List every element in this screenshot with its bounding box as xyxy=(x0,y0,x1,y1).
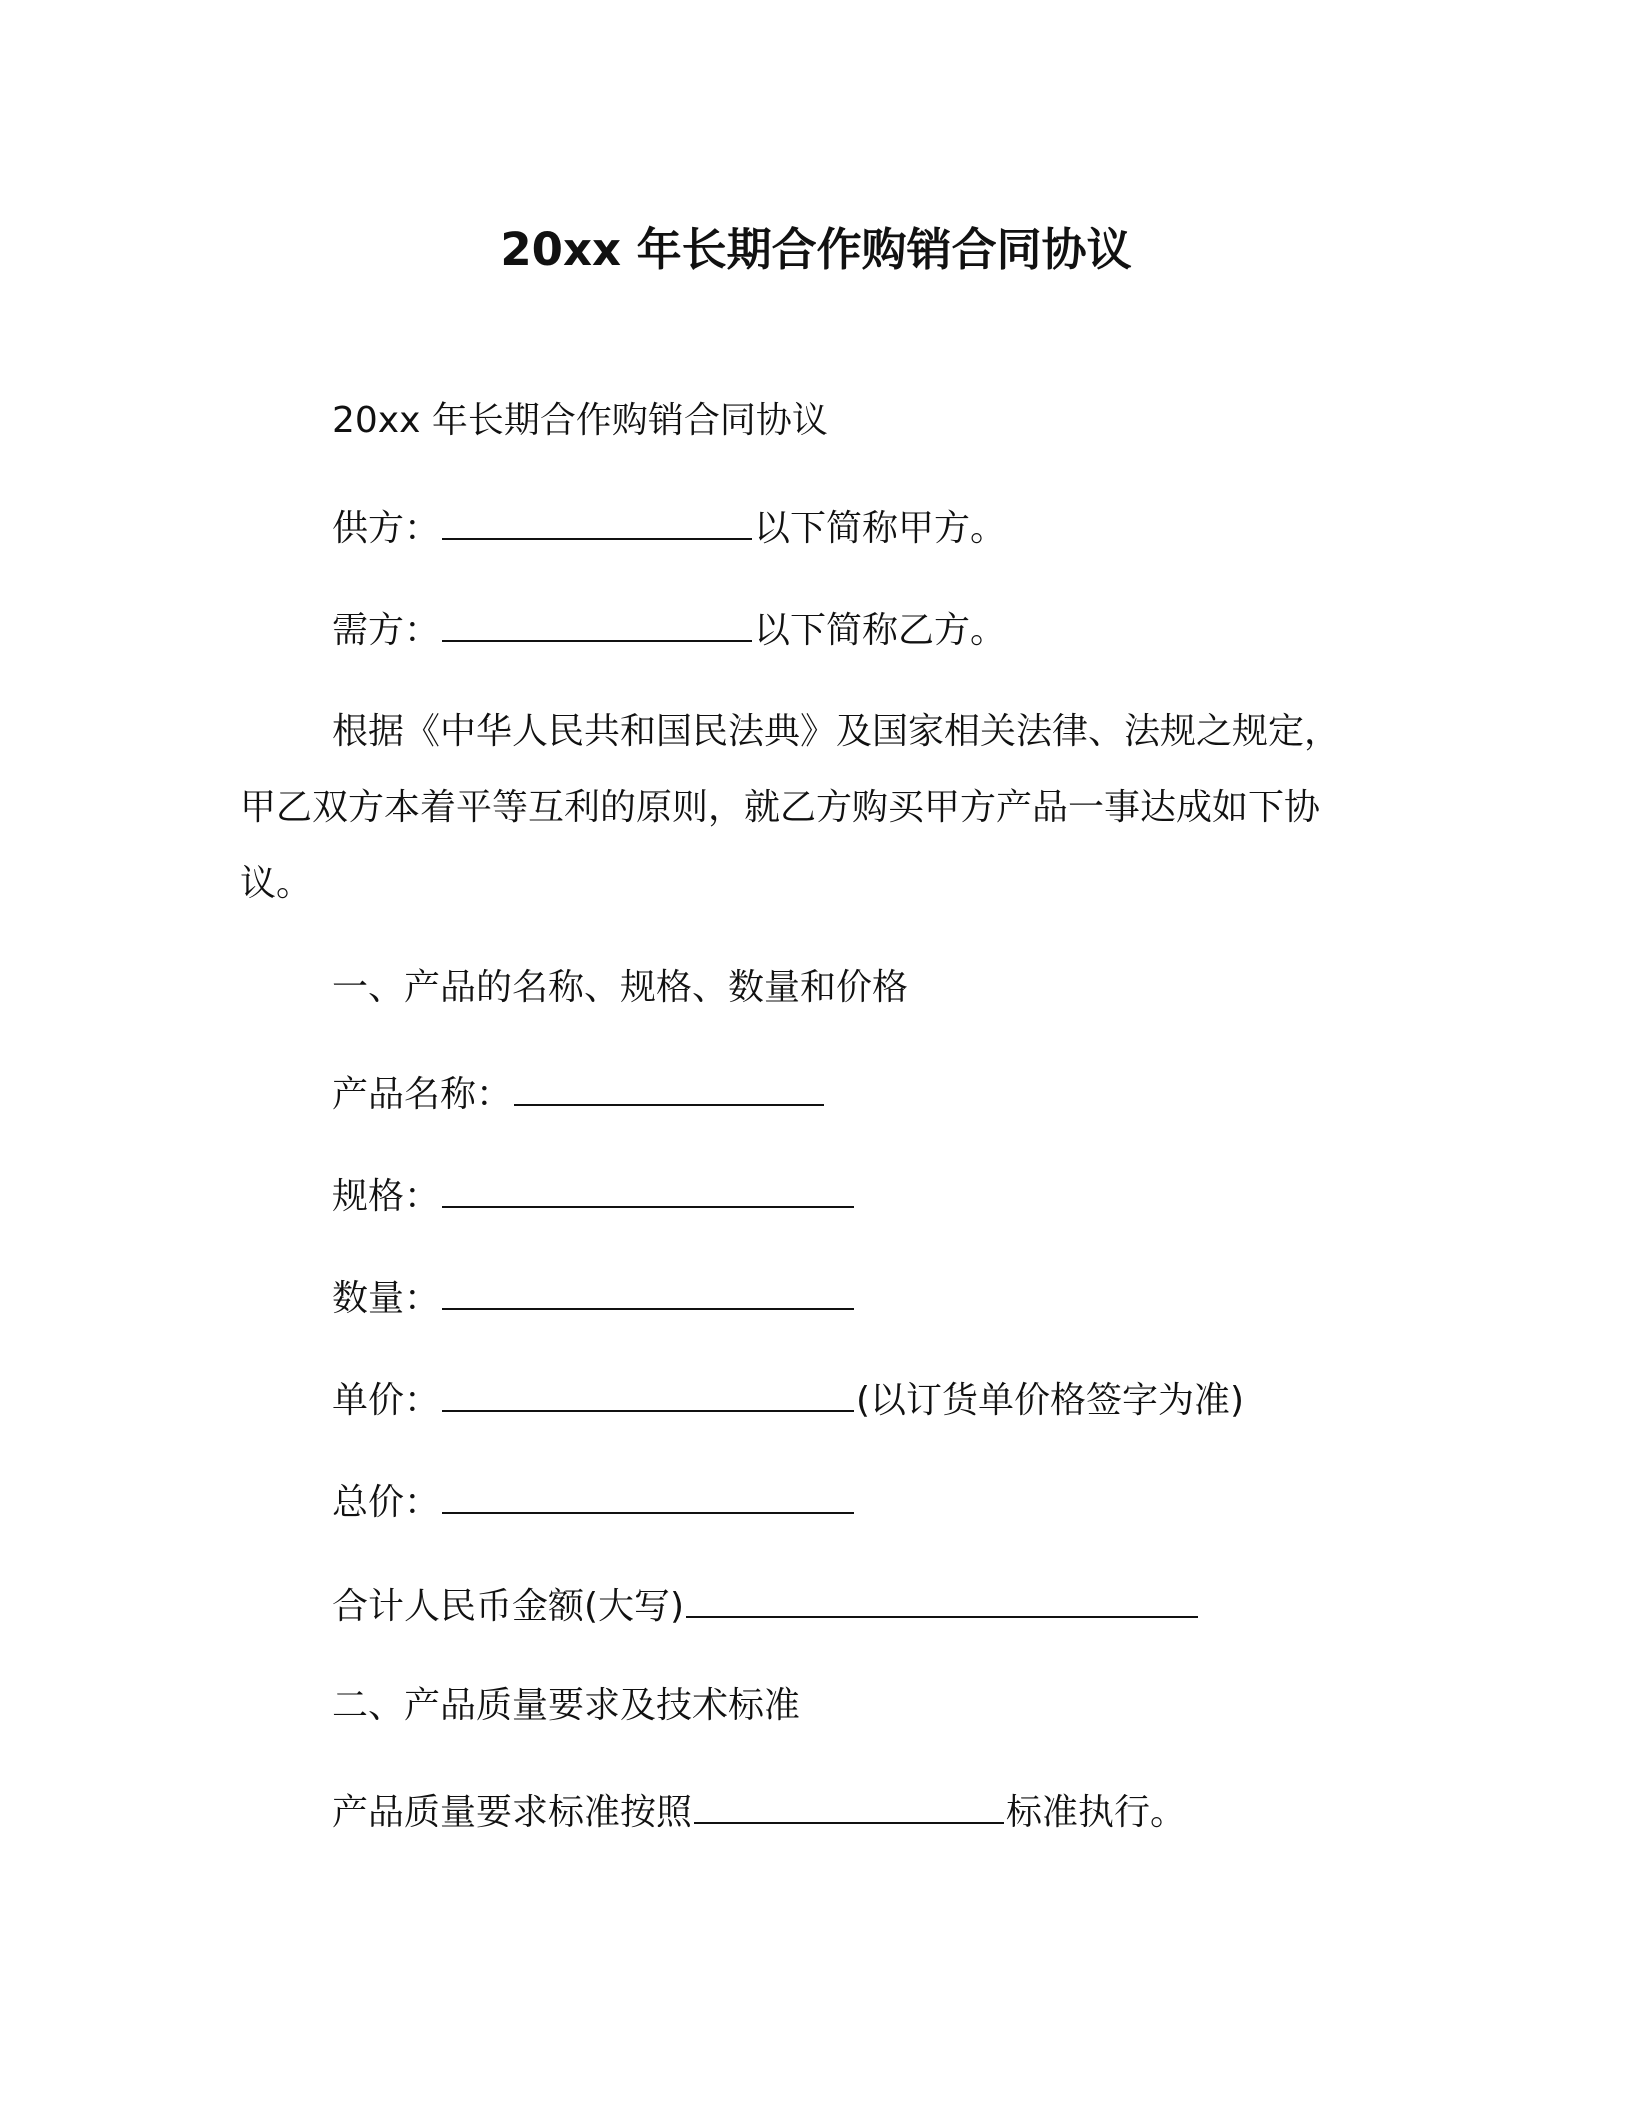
unit-price-label: 单价： xyxy=(332,1380,441,1421)
total-rmb-label: 合计人民币金额(大写) xyxy=(332,1586,685,1627)
supplier-blank[interactable] xyxy=(442,500,752,540)
section2-heading: 二、产品质量要求及技术标准 xyxy=(332,1685,801,1726)
standard-suffix: 标准执行。 xyxy=(1006,1792,1187,1833)
product-name-blank[interactable] xyxy=(514,1066,824,1106)
product-name-label: 产品名称： xyxy=(332,1074,513,1115)
quantity-label: 数量： xyxy=(332,1278,441,1319)
buyer-line xyxy=(332,602,1006,657)
buyer-label: 需方： xyxy=(332,610,441,651)
product-name-line xyxy=(332,1066,826,1121)
total-rmb-blank[interactable] xyxy=(686,1578,1198,1618)
preamble-line-3: 议。 xyxy=(240,863,313,904)
total-price-label: 总价： xyxy=(332,1482,441,1523)
buyer-blank[interactable] xyxy=(442,602,752,642)
supplier-label: 供方： xyxy=(332,508,441,549)
buyer-suffix: 以下简称乙方。 xyxy=(754,610,1007,651)
preamble-line-1: 根据《中华人民共和国民法典》及国家相关法律、法规之规定， xyxy=(332,711,1341,752)
standard-blank[interactable] xyxy=(694,1784,1004,1824)
section1-heading: 一、产品的名称、规格、数量和价格 xyxy=(332,967,909,1008)
unit-price-note: (以订货单价格签字为准) xyxy=(856,1380,1245,1421)
unit-price-line xyxy=(332,1372,1244,1427)
standard-line xyxy=(332,1784,1186,1839)
standard-prefix: 产品质量要求标准按照 xyxy=(332,1792,693,1833)
total-price-blank[interactable] xyxy=(442,1474,854,1514)
total-rmb-line xyxy=(332,1578,1200,1633)
quantity-blank[interactable] xyxy=(442,1270,854,1310)
document-subtitle: 20xx 年长期合作购销合同协议 xyxy=(332,400,828,441)
preamble-line-2: 甲乙双方本着平等互利的原则，就乙方购买甲方产品一事达成如下协 xyxy=(240,787,1321,828)
supplier-suffix: 以下简称甲方。 xyxy=(754,508,1007,549)
document-title: 20xx 年长期合作购销合同协议 xyxy=(500,223,1132,276)
spec-line xyxy=(332,1168,856,1223)
spec-blank[interactable] xyxy=(442,1168,854,1208)
total-price-line xyxy=(332,1474,856,1529)
supplier-line xyxy=(332,500,1006,555)
quantity-line xyxy=(332,1270,856,1325)
spec-label: 规格： xyxy=(332,1176,441,1217)
unit-price-blank[interactable] xyxy=(442,1372,854,1412)
